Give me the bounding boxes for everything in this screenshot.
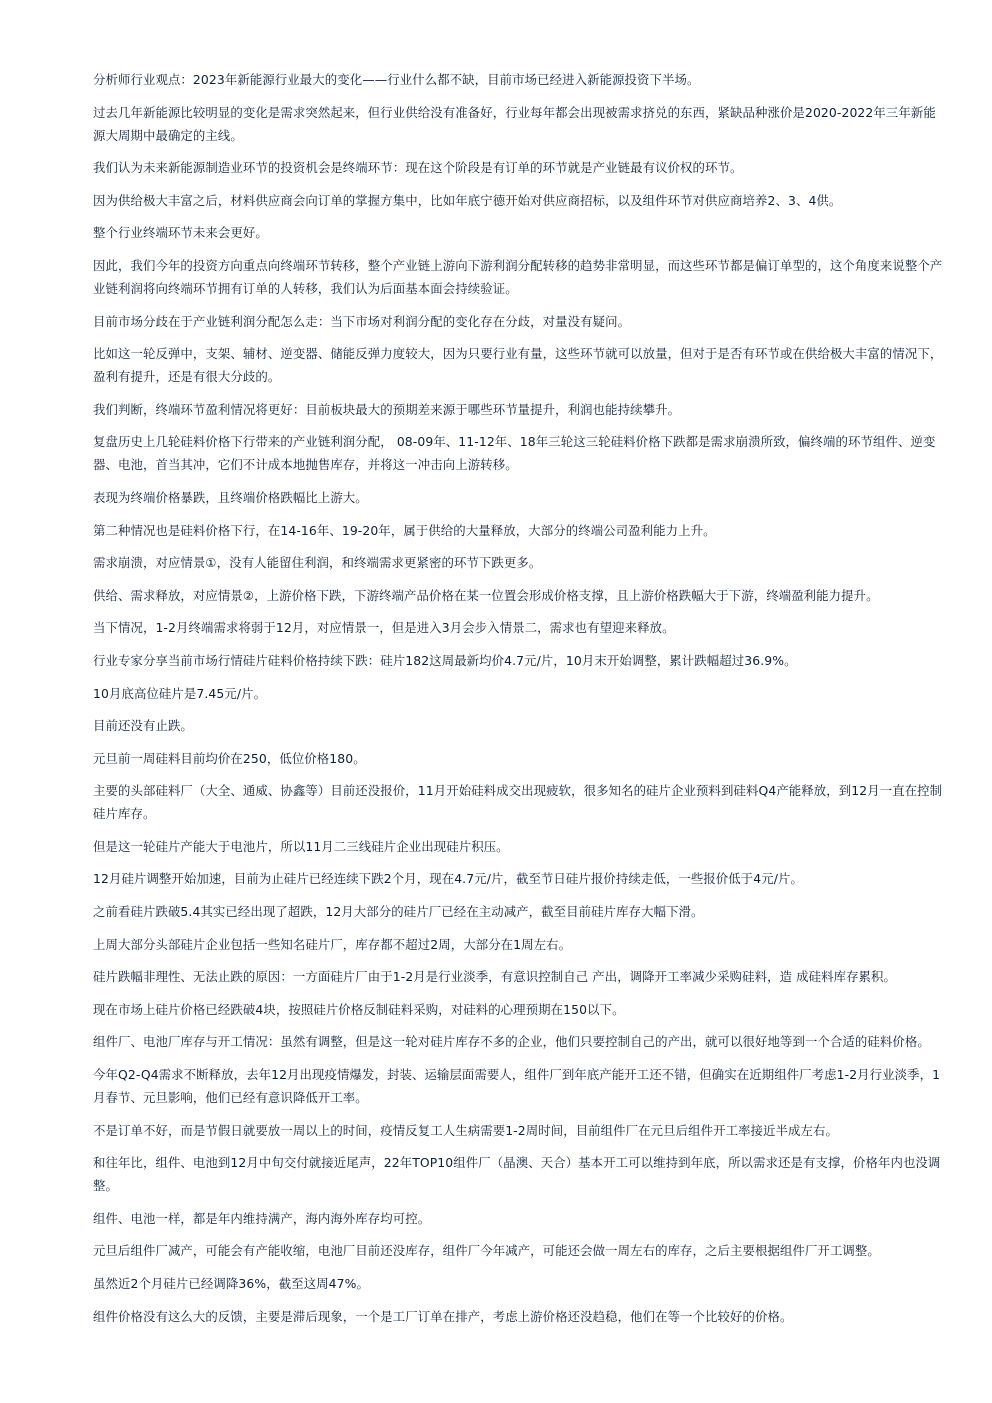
paragraph: 过去几年新能源比较明显的变化是需求突然起来，但行业供给没有准备好，行业每年都会出现被需求挤兑的东西，紧缺品种涨价是2020-2022年三年新能源大周期中最确定的主线。 — [93, 104, 936, 143]
paragraph: 虽然近2个月硅片已经调降36%，截至这周47%。 — [93, 1276, 370, 1291]
paragraph: 表现为终端价格暴跌，且终端价格跌幅比上游大。 — [93, 489, 368, 505]
paragraph: 主要的头部硅料厂（大全、通威、协鑫等）目前还没报价，11月开始硅料成交出现疲软，很多知名的硅片企业预料到硅料Q4产能释放，到12月一直在控制硅片库存。 — [93, 783, 943, 822]
paragraph: 第二种情况也是硅料价格下行，在14-16年、19-20年，属于供给的大量释放，大部分的终端公司盈利能力上升。 — [93, 522, 716, 538]
paragraph: 复盘历史上几轮硅料价格下行带来的产业链利润分配， 08-09年、11-12年、18年三轮这三轮硅料价格下跌都是需求崩溃所致，偏终端的环节组件、逆变器、电池，首当其冲，它们不计成本地抛售库存，并将这一冲击向上游转移。 — [93, 434, 936, 473]
document-body — [93, 68, 945, 1337]
paragraph: 目前市场分歧在于产业链利润分配怎么走：当下市场对利润分配的变化存在分歧，对量没有疑问。 — [93, 313, 631, 329]
paragraph: 组件价格没有这么大的反馈，主要是滞后现象，一个是工厂订单在排产，考虑上游价格还没趋稳，他们在等一个比较好的价格。 — [93, 1308, 793, 1324]
paragraph: 比如这一轮反弹中，支架、辅材、逆变器、储能反弹力度较大，因为只要行业有量，这些环节就可以放量，但对于是否有环节或在供给极大丰富的情况下，盈利有提升，还是有很大分歧的。 — [93, 346, 943, 385]
paragraph: 今年Q2-Q4需求不断释放，去年12月出现疫情爆发，封装、运输层面需要人，组件厂到年底产能开工还不错，但确实在近期组件厂考虑1-2月行业淡季，1月春节、元旦影响，他们已经有意识降低开工率。 — [93, 1067, 941, 1106]
paragraph: 组件厂、电池厂库存与开工情况：虽然有调整，但是这一轮对硅片库存不多的企业，他们只要控制自己的产出，就可以很好地等到一个合适的硅料价格。 — [93, 1034, 930, 1050]
paragraph: 之前看硅片跌破5.4其实已经出现了超跌，12月大部分的硅片厂已经在主动减产，截至目前硅片库存大幅下滑。 — [93, 904, 704, 920]
paragraph: 但是这一轮硅片产能大于电池片，所以11月二三线硅片企业出现硅片积压。 — [93, 838, 509, 854]
paragraph: 因为供给极大丰富之后，材料供应商会向订单的掌握方集中，比如年底宁德开始对供应商招标，以及组件环节对供应商培养2、3、4供。 — [93, 192, 842, 208]
paragraph: 现在市场上硅片价格已经跌破4块，按照硅片价格反制硅料采购，对硅料的心理预期在150以下。 — [93, 1001, 625, 1017]
paragraph: 行业专家分享当前市场行情硅片硅料价格持续下跌：硅片182这周最新均价4.7元/片，10月末开始调整，累计跌幅超过36.9%。 — [93, 652, 797, 668]
paragraph: 因此，我们今年的投资方向重点向终端环节转移，整个产业链上游向下游利润分配转移的趋势非常明显，而这些环节都是偏订单型的，这个角度来说整个产业链利润将向终端环节拥有订单的人转移，我们认为后面基本面会持续验证。 — [93, 257, 943, 296]
paragraph: 我们判断，终端环节盈利情况将更好：目前板块最大的预期差来源于哪些环节量提升，利润也能持续攀升。 — [93, 401, 681, 417]
paragraph: 目前还没有止跌。 — [93, 718, 193, 734]
paragraph: 元旦后组件厂减产，可能会有产能收缩，电池厂目前还没库存，组件厂今年减产，可能还会做一周左右的库存，之后主要根据组件厂开工调整。 — [93, 1243, 880, 1259]
paragraph: 当下情况，1-2月终端需求将弱于12月，对应情景一，但是进入3月会步入情景二，需求也有望迎来释放。 — [93, 620, 675, 636]
paragraph: 12月硅片调整开始加速，目前为止硅片已经连续下跌2个月，现在4.7元/片，截至节日硅片报价持续走低，一些报价低于4元/片。 — [93, 871, 803, 887]
paragraph: 上周大部分头部硅片企业包括一些知名硅片厂，库存都不超过2周，大部分在1周左右。 — [93, 936, 572, 952]
paragraph: 我们认为未来新能源制造业环节的投资机会是终端环节：现在这个阶段是有订单的环节就是产业链最有议价权的环节。 — [93, 160, 743, 176]
paragraph: 供给、需求释放，对应情景②，上游价格下跌，下游终端产品价格在某一位置会形成价格支撑，且上游价格跌幅大于下游，终端盈利能力提升。 — [93, 587, 879, 603]
paragraph: 和往年比，组件、电池到12月中旬交付就接近尾声，22年TOP10组件厂（晶澳、天合）基本开工可以维持到年底，所以需求还是有支撑，价格年内也没调整。 — [93, 1155, 941, 1194]
paragraph: 需求崩溃，对应情景①，没有人能留住利润，和终端需求更紧密的环节下跌更多。 — [93, 555, 542, 571]
paragraph: 分析师行业观点：2023年新能源行业最大的变化——行业什么都不缺，目前市场已经进入新能源投资下半场。 — [93, 72, 700, 87]
paragraph: 整个行业终端环节未来会更好。 — [93, 225, 268, 241]
paragraph: 元旦前一周硅料目前均价在250，低位价格180。 — [93, 750, 366, 766]
paragraph: 不是订单不好，而是节假日就要放一周以上的时间，疫情反复工人生病需要1-2周时间，目前组件厂在元旦后组件开工率接近半成左右。 — [93, 1122, 838, 1138]
paragraph: 硅片跌幅非理性、无法止跌的原因：一方面硅片厂由于1-2月是行业淡季，有意识控制自己 产出，调降开工率减少采购硅料，造 成硅料库存累积。 — [93, 969, 897, 985]
paragraph: 10月底高位硅片是7.45元/片。 — [93, 685, 267, 701]
paragraph: 组件、电池一样，都是年内维持满产，海内海外库存均可控。 — [93, 1210, 431, 1226]
